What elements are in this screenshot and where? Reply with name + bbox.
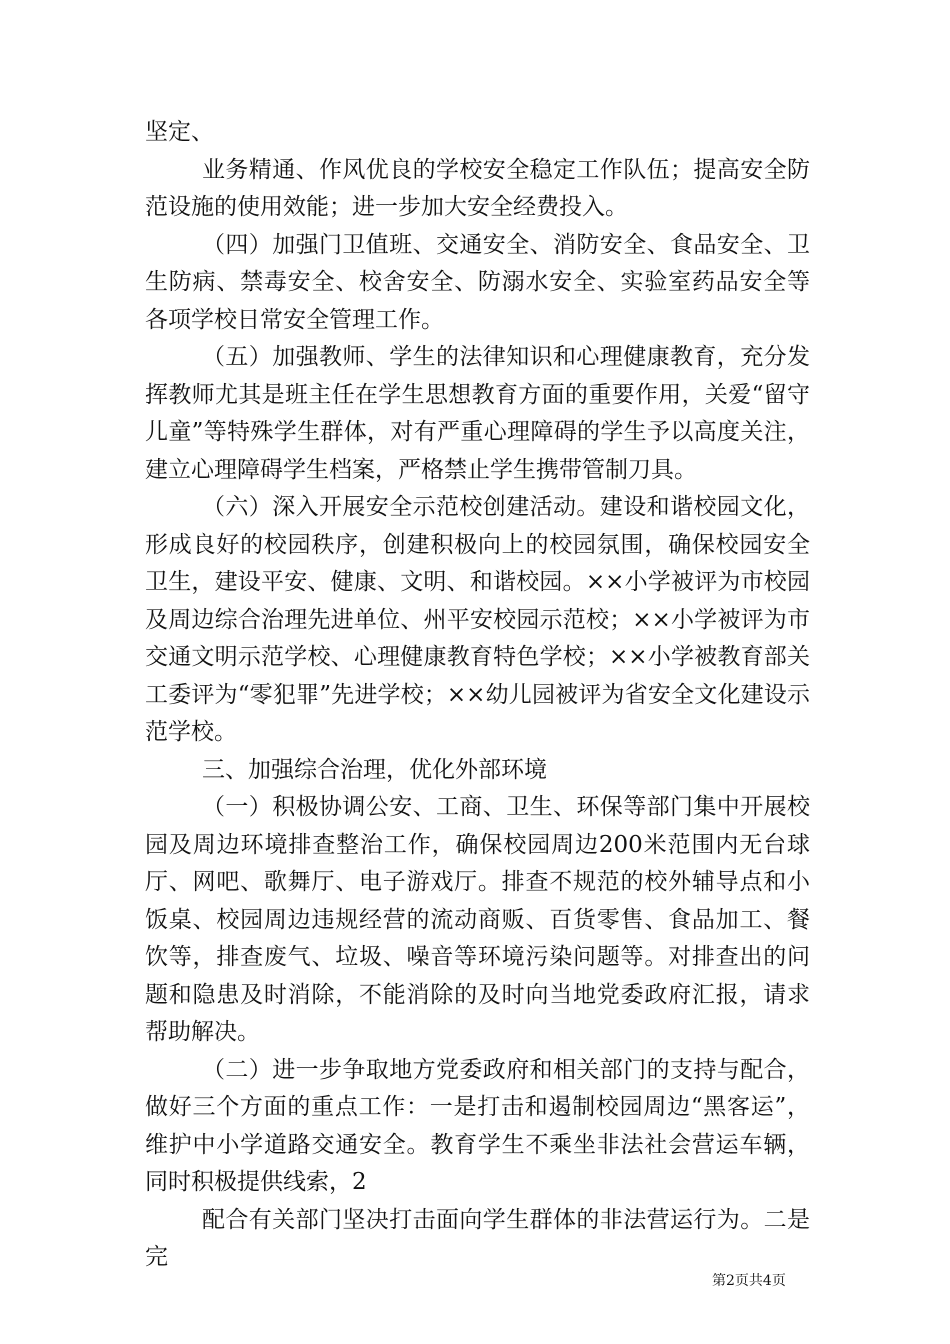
- paragraph: （二）进一步争取地方党委政府和相关部门的支持与配合，做好三个方面的重点工作：一是打击和遏制校园周边“黑客运”，维护中小学道路交通安全。教育学生不乘坐非法社会营运车辆，同时积极提供线索，2: [145, 1056, 810, 1195]
- paragraph: 坚定、: [145, 119, 214, 145]
- section-heading: 三、加强综合治理，优化外部环境: [202, 756, 547, 783]
- paragraph: 业务精通、作风优良的学校安全稳定工作队伍；提高安全防范设施的使用效能；进一步加大安全经费投入。: [145, 156, 810, 220]
- paragraph: （一）积极协调公安、工商、卫生、环保等部门集中开展校园及周边环境排查整治工作，确保校园周边200米范围内无台球厅、网吧、歌舞厅、电子游戏厅。排查不规范的校外辅导点和小饭桌、校园周边违规经营的流动商贩、百货零售、食品加工、餐饮等，排查废气、垃圾、噪音等环境污染问题等。对排查出的问题和隐患及时消除，不能消除的及时向当地党委政府汇报，请求帮助解决。: [145, 794, 810, 1045]
- document-page: [145, 114, 810, 1277]
- paragraph: （四）加强门卫值班、交通安全、消防安全、食品安全、卫生防病、禁毒安全、校舍安全、防溺水安全、实验室药品安全等各项学校日常安全管理工作。: [145, 231, 810, 333]
- paragraph: （六）深入开展安全示范校创建活动。建设和谐校园文化，形成良好的校园秩序，创建积极向上的校园氛围，确保校园安全卫生，建设平安、健康、文明、和谐校园。××小学被评为市校园及周边综合治理先进单位、州平安校园示范校；××小学被评为市交通文明示范学校、心理健康教育特色学校；××小学被教育部关工委评为“零犯罪”先进学校；××幼儿园被评为省安全文化建设示范学校。: [145, 494, 810, 745]
- paragraph: （五）加强教师、学生的法律知识和心理健康教育，充分发挥教师尤其是班主任在学生思想教育方面的重要作用，关爱“留守儿童”等特殊学生群体，对有严重心理障碍的学生予以高度关注，建立心理障碍学生档案，严格禁止学生携带管制刀具。: [145, 344, 810, 483]
- page-number-footer: 第2页共4页: [712, 1273, 786, 1289]
- paragraph: 配合有关部门坚决打击面向学生群体的非法营运行为。二是完: [145, 1206, 810, 1270]
